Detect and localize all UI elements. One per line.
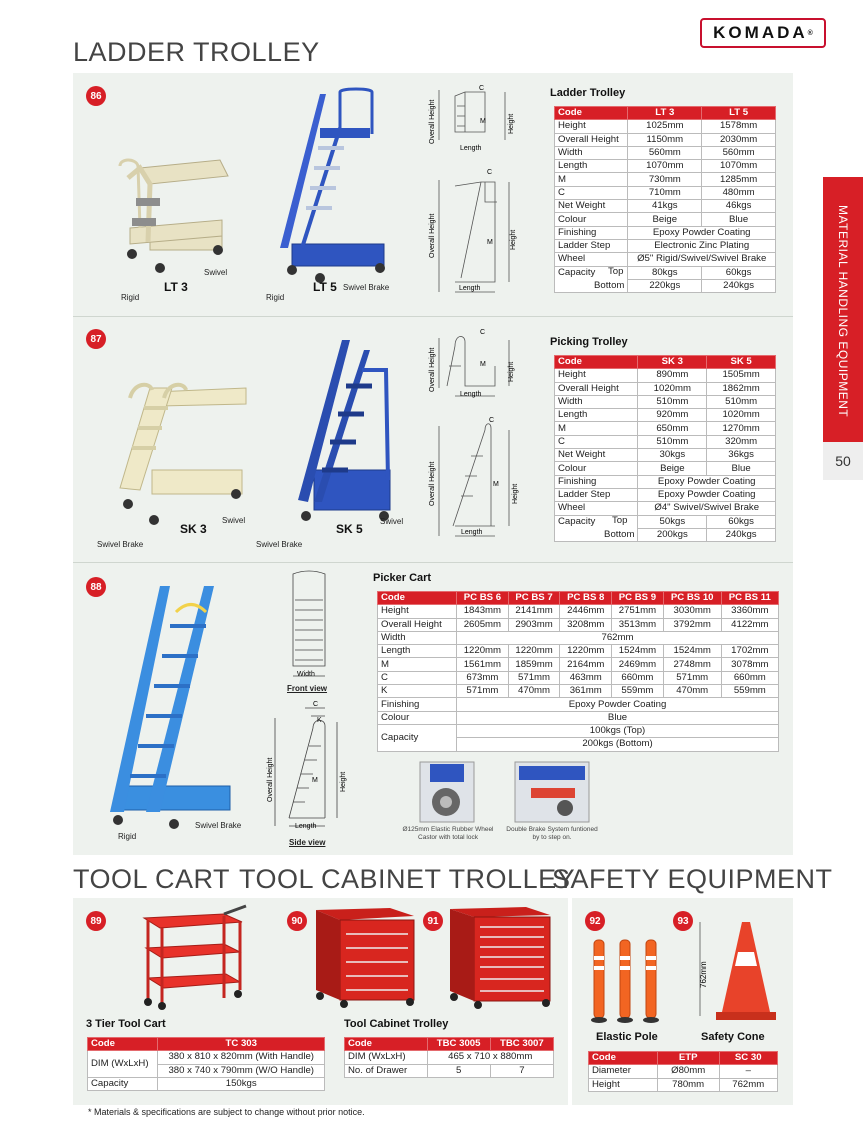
elastic-pole-image (588, 934, 668, 1026)
item-badge-87: 87 (86, 329, 106, 349)
side-tab: MATERIAL HANDLING EQUIPMENT (823, 177, 863, 442)
sk5-trolley-image (284, 330, 394, 530)
svg-text:M: M (480, 361, 486, 368)
ladder-trolley-title: Ladder Trolley (550, 87, 626, 99)
svg-text:M: M (493, 481, 499, 488)
svg-text:C: C (313, 701, 319, 708)
svg-text:C: C (480, 329, 486, 336)
svg-text:Length: Length (461, 529, 483, 536)
safety-spec-table: Code ETP SC 30 Diameter Ø80mm – Height 780mm 762mm (588, 1051, 778, 1092)
safety-cone-image (694, 918, 784, 1024)
svg-text:Overall Height: Overall Height (267, 757, 274, 802)
svg-text:M: M (480, 118, 486, 125)
svg-text:Length: Length (459, 285, 481, 292)
svg-text:Overall Height: Overall Height (429, 347, 436, 392)
footnote: * Materials & specifications are subject to change without prior notice. (88, 1107, 365, 1117)
picker-cart-side-view (265, 702, 355, 832)
elastic-pole-label: Elastic Pole (596, 1031, 658, 1043)
picking-trolley-spec-table: Code SK 3 SK 5 Height 890mm 1505mm Overall Height 1020mm 1862mm Width 510mm 510mm Length 920mm 1020mm M 650mm 1270mm C 510mm 320mm Net Weight 30kgs 36kgs Colour Beige Blue Finishing Epoxy Powder Coating Ladder Step Epoxy Powder Coating Wheel Ø4" Swivel/Swivel Brake Capacity 50kgs 60kgs Bottom 200kgs 240kgs (554, 355, 776, 542)
brake-caption: Double Brake System funtioned by to step on. (506, 826, 598, 841)
item-badge-89: 89 (86, 911, 106, 931)
tool-cart-heading: TOOL CART (73, 864, 231, 894)
brand-logo: KOMADA ® (700, 18, 826, 48)
svg-text:Length: Length (460, 145, 482, 152)
svg-text:Height: Height (340, 771, 347, 792)
svg-text:M: M (312, 777, 318, 784)
picker-cart-front-view (285, 570, 335, 685)
lt3-label: LT 3 (164, 280, 188, 294)
item-badge-91: 91 (423, 911, 443, 931)
castor-photo (420, 762, 474, 822)
item-badge-90: 90 (287, 911, 307, 931)
tool-cart-image (134, 904, 250, 1010)
lt-dimension-diagrams (425, 82, 525, 297)
item-badge-93: 93 (673, 911, 693, 931)
svg-text:Width: Width (297, 671, 315, 678)
front-view-label: Front view (287, 684, 328, 693)
tool-cart-spec-table: Code TC 303 DIM (WxLxH) 380 x 810 x 820mm (With Handle) 380 x 740 x 790mm (W/O Handle) Capacity 150kgs (87, 1037, 325, 1091)
svg-text:Overall Height: Overall Height (429, 461, 436, 506)
svg-text:C: C (479, 85, 485, 92)
item-badge-86: 86 (86, 86, 106, 106)
ladder-trolley-spec-table: Code LT 3 LT 5 Height 1025mm 1578mm Overall Height 1150mm 2030mm Width 560mm 560mm Length 1070mm 1070mm M 730mm 1285mm C 710mm 480mm Net Weight 41kgs 46kgs Colour Beige Blue Finishing Epoxy Powder Coating Ladder Step Electronic Zinc Plating Wheel Ø5" Rigid/Swivel/Swivel Brake Capacity 80kgs 60kgs Bottom 220kgs 240kgs (554, 106, 776, 293)
svg-text:Length: Length (460, 391, 482, 398)
svg-text:C: C (489, 417, 495, 424)
sk3-trolley-image (110, 378, 250, 528)
sk3-label: SK 3 (180, 522, 207, 536)
tool-cabinet-heading: TOOL CABINET TROLLEY (239, 864, 576, 894)
picking-trolley-title: Picking Trolley (550, 336, 628, 348)
svg-text:K: K (317, 717, 322, 724)
lt5-trolley-image (262, 88, 392, 288)
item-badge-92: 92 (585, 911, 605, 931)
svg-text:762mm: 762mm (699, 961, 708, 988)
svg-text:M: M (487, 239, 493, 246)
picker-cart-image (100, 576, 250, 836)
tool-cabinet-title: Tool Cabinet Trolley (344, 1018, 449, 1030)
safety-heading: SAFETY EQUIPMENT (552, 864, 833, 894)
svg-text:Length: Length (295, 823, 317, 830)
svg-text:Height: Height (508, 361, 515, 382)
page-title: LADDER TROLLEY (73, 37, 320, 67)
sk-dimension-diagrams (425, 326, 525, 541)
tool-cabinet-spec-table: Code TBC 3005 TBC 3007 DIM (WxLxH) 465 x 710 x 880mm No. of Drawer 5 7 (344, 1037, 554, 1078)
sk5-label: SK 5 (336, 522, 363, 536)
svg-text:Height: Height (512, 483, 519, 504)
tool-cabinet-7-drawer-image (446, 903, 556, 1009)
svg-text:Height: Height (510, 229, 517, 250)
svg-text:Overall Height: Overall Height (429, 213, 436, 258)
lt5-label: LT 5 (313, 280, 337, 294)
svg-text:C: C (487, 169, 493, 176)
tool-cart-title: 3 Tier Tool Cart (86, 1018, 166, 1030)
tool-cabinet-5-drawer-image (310, 904, 420, 1008)
picker-cart-spec-table: Code PC BS 6 PC BS 7 PC BS 8 PC BS 9 PC BS 10 PC BS 11 Height 1843mm 2141mm 2446mm 2751mm 3030mm 3360mm Overall Height 2605mm 2903mm 3208mm 3513mm 3792mm 4122mm Width 762mm Length 1220mm 1220mm 1220mm 1524mm 1524mm 1702mm M 1561mm 1859mm 2164mm 2469mm 2748mm 3078mm C 673mm 571mm 463mm 660mm 571mm 660mm K 571mm 470mm 361mm 559mm 470mm 559mm Finishing Epoxy Powder Coating Colour Blue Capacity 100kgs (Top) 200kgs (Bottom) (377, 591, 779, 752)
svg-text:Overall Height: Overall Height (429, 99, 436, 144)
safety-cone-label: Safety Cone (701, 1031, 765, 1043)
page-number: 50 (823, 442, 863, 480)
picker-cart-title: Picker Cart (373, 572, 432, 584)
castor-caption: Ø125mm Elastic Rubber Wheel Castor with total lock (402, 826, 494, 841)
side-view-label: Side view (289, 838, 326, 847)
brake-photo (515, 762, 589, 822)
svg-text:Height: Height (508, 113, 515, 134)
item-badge-88: 88 (86, 577, 106, 597)
